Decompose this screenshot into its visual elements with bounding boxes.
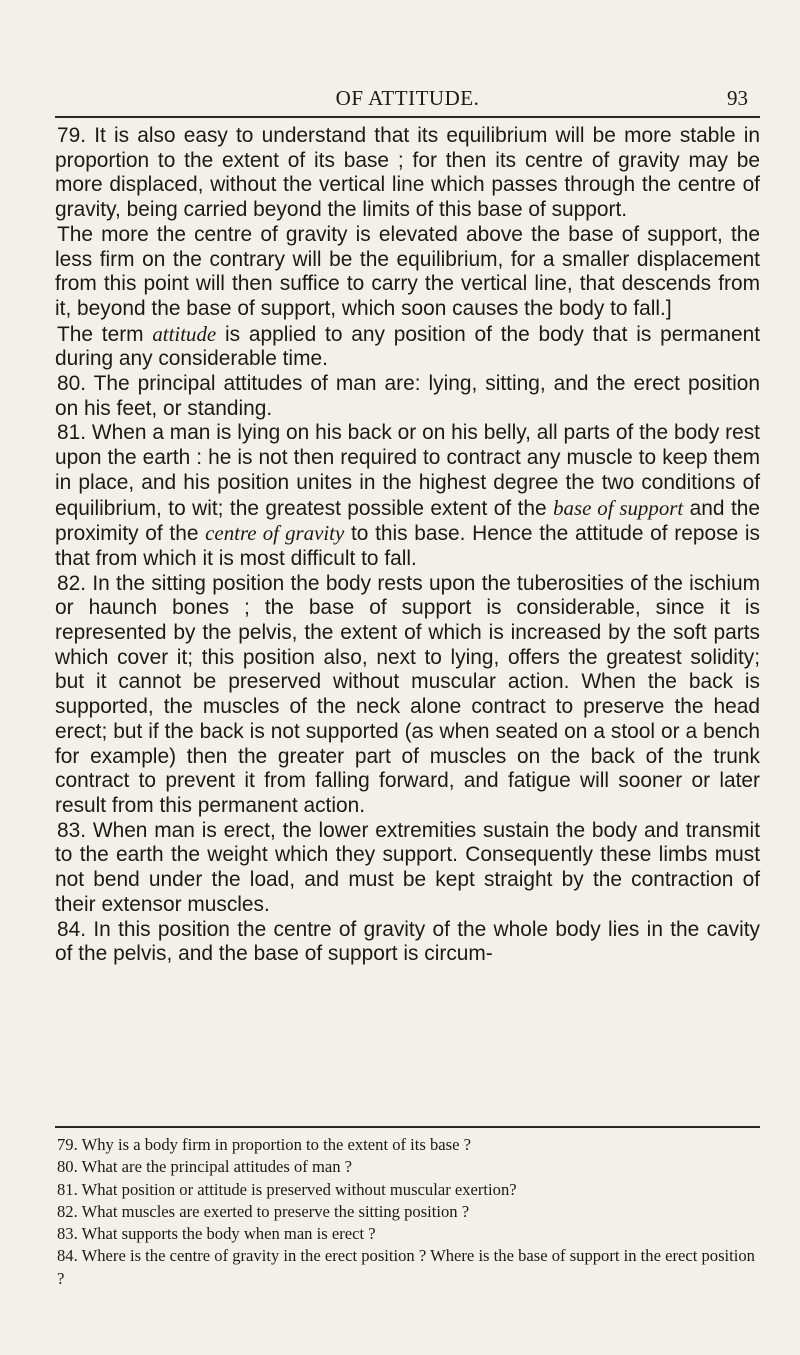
- question-83: 83. What supports the body when man is erect ?: [57, 1224, 376, 1244]
- italic-term-attitude: attitude: [152, 321, 217, 346]
- footnote-rule: [55, 1126, 760, 1128]
- question-79: 79. Why is a body firm in proportion to the extent of its base ?: [57, 1135, 472, 1154]
- question-80: 80. What are the principal attitudes of man ?: [57, 1157, 353, 1177]
- running-title: OF ATTITUDE.: [335, 86, 480, 110]
- paragraph-82: 82. In the sitting position the body rests upon the tuberosities of the ischium or haunch bones ; the base of support is considerable, since it is represented by the pelvis, the extent of which is increased by the soft parts which cover it; this position also, next to lying, offers the greatest solidity; but it cannot be preserved without muscular action. When the back is supported, the muscles of the neck alone contract to preserve the head erect; but if the back is not supported (as when seated on a stool or a bench for example) then the greater part of muscles on the back of the trunk contract to prevent it from falling forward, and fatigue will sooner or later result from this permanent action.: [55, 571, 760, 817]
- text-run: to this base. Hence the attitude of repose is that from which it is most difficult to fall.: [55, 522, 760, 570]
- italic-term-base-of-support: base of support: [553, 495, 684, 520]
- paragraph-79c: [55, 322, 760, 372]
- text-run: The term: [57, 322, 153, 346]
- header-rule: [55, 116, 760, 118]
- text-run: 81. When a man is lying on his back or on his belly, all parts of the body rest upon the earth : he is not then required to contract any muscle to keep them in place, and his position unites in the highest degree the two conditions of equilibrium, to wit; the greatest possible extent of the: [55, 421, 760, 520]
- paragraph-83: 83. When man is erect, the lower extremities sustain the body and transmit to the earth the weight which they support. Consequently these limbs must not bend under the load, and must be kept straight by the contraction of their extensor muscles.: [55, 818, 760, 916]
- review-questions: [55, 1134, 760, 1290]
- question-82: 82. What muscles are exerted to preserve the sitting position ?: [57, 1201, 470, 1221]
- italic-term-centre-of-gravity: centre of gravity: [205, 521, 345, 546]
- paragraph-79b: The more the centre of gravity is elevated above the base of support, the less firm on the contrary will be the equilibrium, for a smaller displacement from this point will then suffice to carry the vertical line, that descends from it, beyond the base of support, which soon causes the body to fall.]: [55, 222, 760, 320]
- text-run: is applied to any position of the body that is permanent during any considerable time.: [55, 322, 760, 371]
- paragraph-81: [55, 421, 760, 571]
- paragraph-79a: 79. It is also easy to understand that its equilibrium will be more stable in proportion to the extent of its base ; for then its centre of gravity may be more displaced, without the vertical line which passes through the centre of gravity, being carried beyond the limits of this base of support.: [55, 124, 760, 222]
- question-84: 84. Where is the centre of gravity in the erect position ? Where is the base of support in the erect position ?: [57, 1246, 755, 1288]
- paragraph-84: 84. In this position the centre of gravity of the whole body lies in the cavity of the pelvis, and the base of support is circum-: [55, 917, 760, 966]
- page-number: 93: [727, 86, 748, 110]
- question-81: 81. What position or attitude is preserved without muscular exertion?: [57, 1179, 517, 1199]
- text-run: and the proximity of the: [55, 496, 760, 546]
- main-text: [55, 124, 760, 967]
- running-head: [55, 86, 760, 118]
- paragraph-80: 80. The principal attitudes of man are: lying, sitting, and the erect position on his feet, or standing.: [55, 372, 760, 420]
